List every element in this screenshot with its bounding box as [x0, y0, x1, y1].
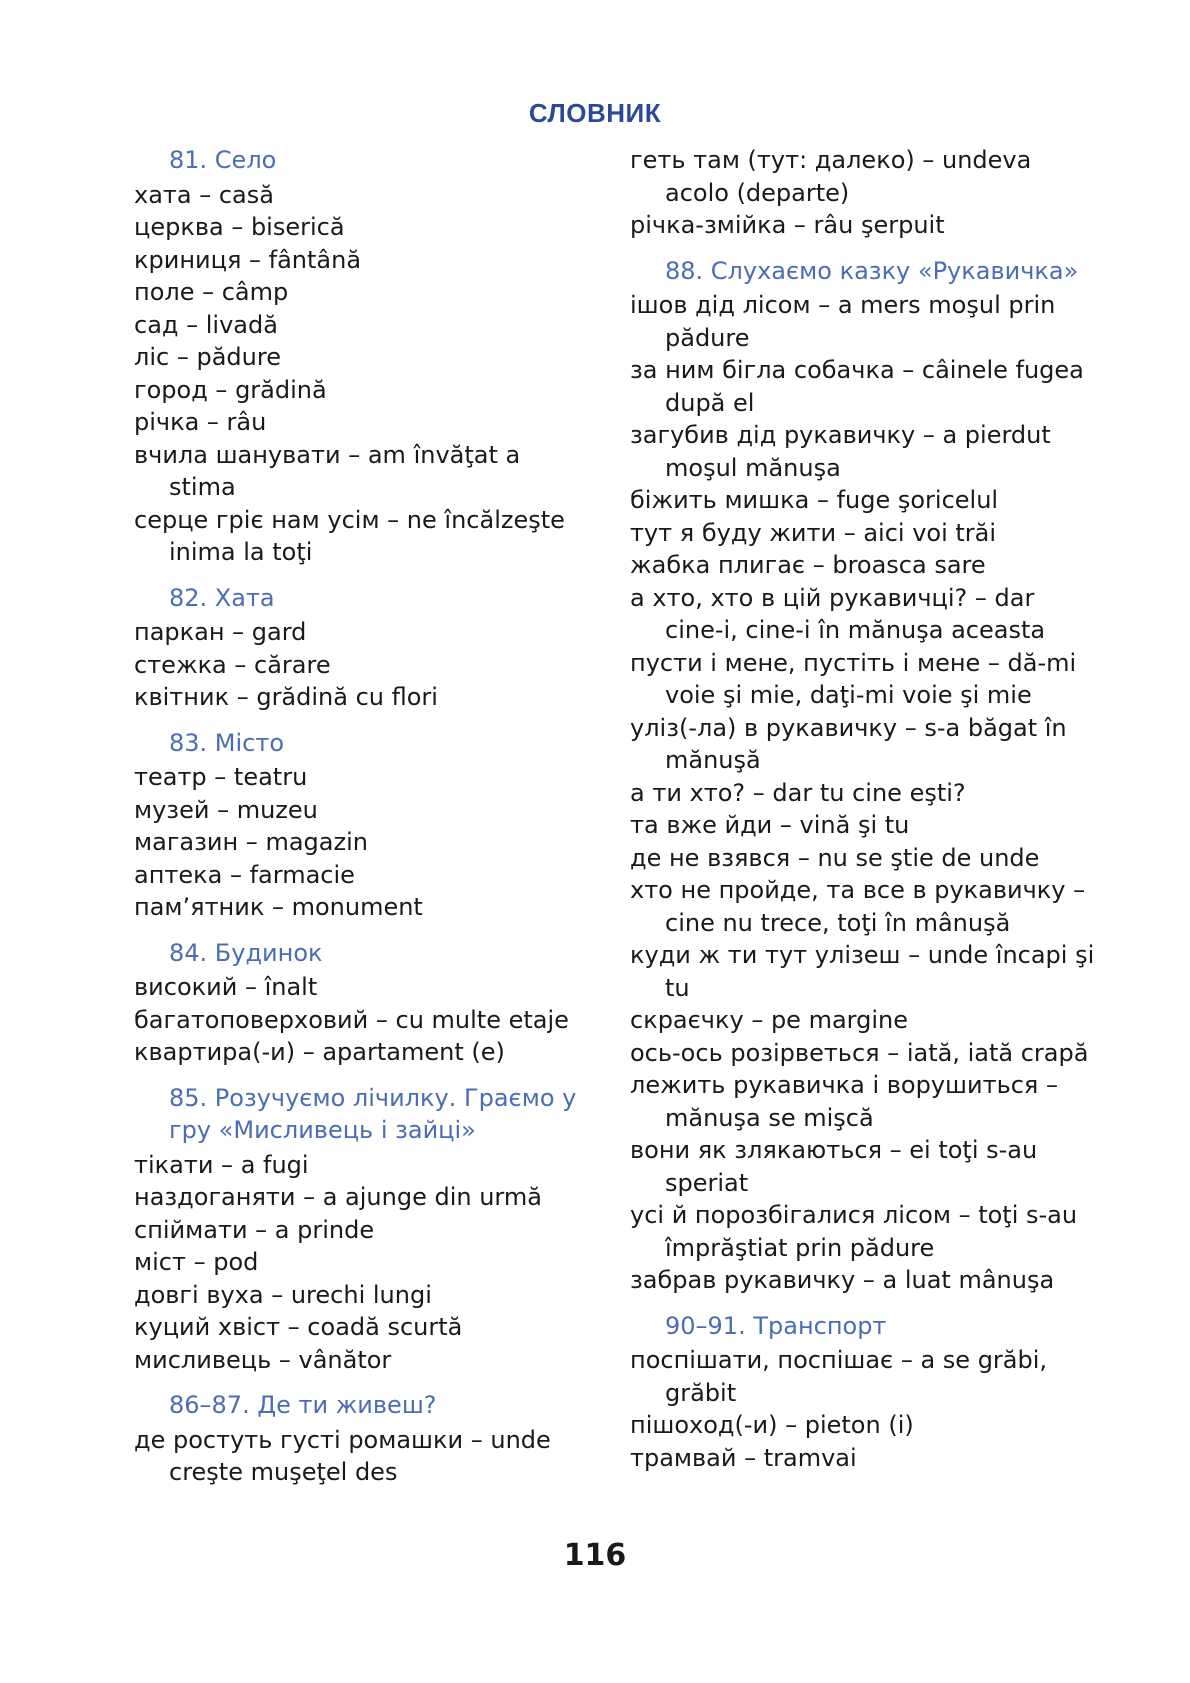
- vocabulary-entry: жабка плигає – broasca sare: [630, 551, 986, 579]
- section-heading: 86–87. Де ти живеш?: [169, 1391, 437, 1419]
- vocabulary-entry: загубив дід рукавичку – a pierdut moşul mănuşa: [630, 421, 1051, 482]
- vocabulary-entry: біжить мишка – fuge şoricelul: [630, 486, 999, 514]
- vocabulary-entry: музей – muzeu: [134, 795, 318, 824]
- vocabulary-entry: куций хвіст – coadă scurtă: [134, 1313, 463, 1341]
- vocabulary-entry: сад – livadă: [134, 310, 278, 339]
- vocabulary-entry: церква – biserică: [134, 213, 345, 241]
- vocabulary-entry: вони як злякаються – ei toţi s-au speriat: [630, 1136, 1038, 1197]
- section-heading: 85. Розучуємо лічилку. Граємо у гру «Мисливець і зайці»: [169, 1083, 577, 1144]
- vocabulary-entry: та вже йди – vină şi tu: [630, 811, 910, 839]
- vocabulary-entry: город – grădină: [134, 375, 327, 404]
- right-column: [630, 144, 1100, 1474]
- vocabulary-entry: за ним бігла собачка – câinele fugea după el: [630, 356, 1084, 417]
- vocabulary-entry: аптека – farmacie: [134, 860, 355, 889]
- vocabulary-entry: багатоповерховий – cu multe etaje: [134, 1005, 569, 1034]
- vocabulary-entry: поспішати, поспішає – a se grăbi, grăbit: [630, 1346, 1048, 1407]
- section-heading: 88. Слухаємо казку «Рукавичка»: [665, 256, 1079, 285]
- vocabulary-entry: усі й порозбігалися лісом – toţi s-au împrăştiat prin pădure: [630, 1201, 1078, 1262]
- vocabulary-entry: спіймати – a prinde: [134, 1215, 375, 1244]
- vocabulary-entry: а ти хто? – dar tu cine eşti?: [630, 778, 966, 807]
- vocabulary-entry: річка – râu: [134, 408, 267, 436]
- vocabulary-entry: ось-ось розірветься – iată, iată crapă: [630, 1038, 1089, 1067]
- vocabulary-entry: хата – casă: [134, 180, 274, 209]
- vocabulary-entry: річка-змійка – râu şerpuit: [630, 211, 945, 239]
- section-heading: 82. Хата: [169, 583, 275, 612]
- vocabulary-entry: пусти і мене, пустіть і мене – dă-mi voie şi mie, daţi-mi voie şi mie: [630, 648, 1077, 709]
- page-title: СЛОВНИК: [528, 98, 662, 128]
- vocabulary-entry: тут я буду жити – aici voi trăi: [630, 518, 997, 547]
- vocabulary-entry: квітник – grădină cu flori: [134, 683, 438, 711]
- vocabulary-entry: де не взявся – nu se ştie de unde: [630, 843, 1040, 872]
- vocabulary-entry: мисливець – vânător: [134, 1345, 392, 1374]
- vocabulary-entry: тікати – a fugi: [134, 1150, 309, 1179]
- vocabulary-entry: уліз(-ла) в рукавичку – s-a băgat în mănuşă: [630, 713, 1067, 774]
- vocabulary-entry: скраєчку – pe margine: [630, 1006, 908, 1034]
- vocabulary-entry: трамвай – tramvai: [630, 1443, 857, 1472]
- vocabulary-entry: високий – înalt: [134, 973, 318, 1001]
- page-number: 116: [563, 1538, 627, 1573]
- vocabulary-entry: вчила шанувати – am învăţat a stima: [134, 440, 521, 501]
- section-heading: 84. Будинок: [169, 938, 323, 967]
- left-column: [134, 144, 594, 1489]
- vocabulary-entry: серце гріє нам усім – ne încălzeşte inima la toţi: [134, 505, 565, 566]
- vocabulary-entry: магазин – magazin: [134, 828, 368, 856]
- vocabulary-entry: наздоганяти – a ajunge din urmă: [134, 1183, 542, 1211]
- vocabulary-entry: забрав рукавичку – a luat mânuşa: [630, 1266, 1055, 1294]
- vocabulary-entry: паркан – gard: [134, 618, 307, 646]
- vocabulary-entry: стежка – cărare: [134, 650, 331, 679]
- vocabulary-entry: куди ж ти тут улізеш – unde încapi şi tu: [630, 941, 1095, 1002]
- vocabulary-entry: ішов дід лісом – a mers moşul prin pădure: [630, 291, 1056, 352]
- vocabulary-entry: театр – teatru: [134, 763, 308, 791]
- vocabulary-entry: де ростуть густі ромашки – unde creşte muşeţel des: [134, 1425, 551, 1486]
- section-heading: 83. Місто: [169, 728, 285, 757]
- vocabulary-entry: пішоход(-и) – pieton (i): [630, 1411, 914, 1439]
- section-heading: 81. Село: [169, 146, 277, 174]
- vocabulary-entry: а хто, хто в цій рукавичці? – dar cine-i, cine-i în mănuşa aceasta: [630, 583, 1046, 644]
- section-heading: 90–91. Транспорт: [665, 1311, 887, 1340]
- vocabulary-entry: пам’ятник – monument: [134, 893, 423, 921]
- vocabulary-entry: криниця – fântână: [134, 245, 362, 274]
- vocabulary-entry: довгі вуха – urechi lungi: [134, 1280, 432, 1309]
- vocabulary-entry: квартира(-и) – apartament (e): [134, 1038, 505, 1066]
- vocabulary-entry: міст – pod: [134, 1248, 259, 1276]
- vocabulary-entry: геть там (тут: далеко) – undeva acolo (departe): [630, 146, 1032, 207]
- vocabulary-entry: лежить рукавичка і ворушиться – mănuşa se mişcă: [630, 1071, 1058, 1132]
- vocabulary-entry: хто не пройде, та все в рукавичку – cine nu trece, toţi în mânuşă: [630, 876, 1086, 937]
- vocabulary-entry: поле – câmp: [134, 278, 289, 306]
- vocabulary-entry: ліс – pădure: [134, 343, 281, 371]
